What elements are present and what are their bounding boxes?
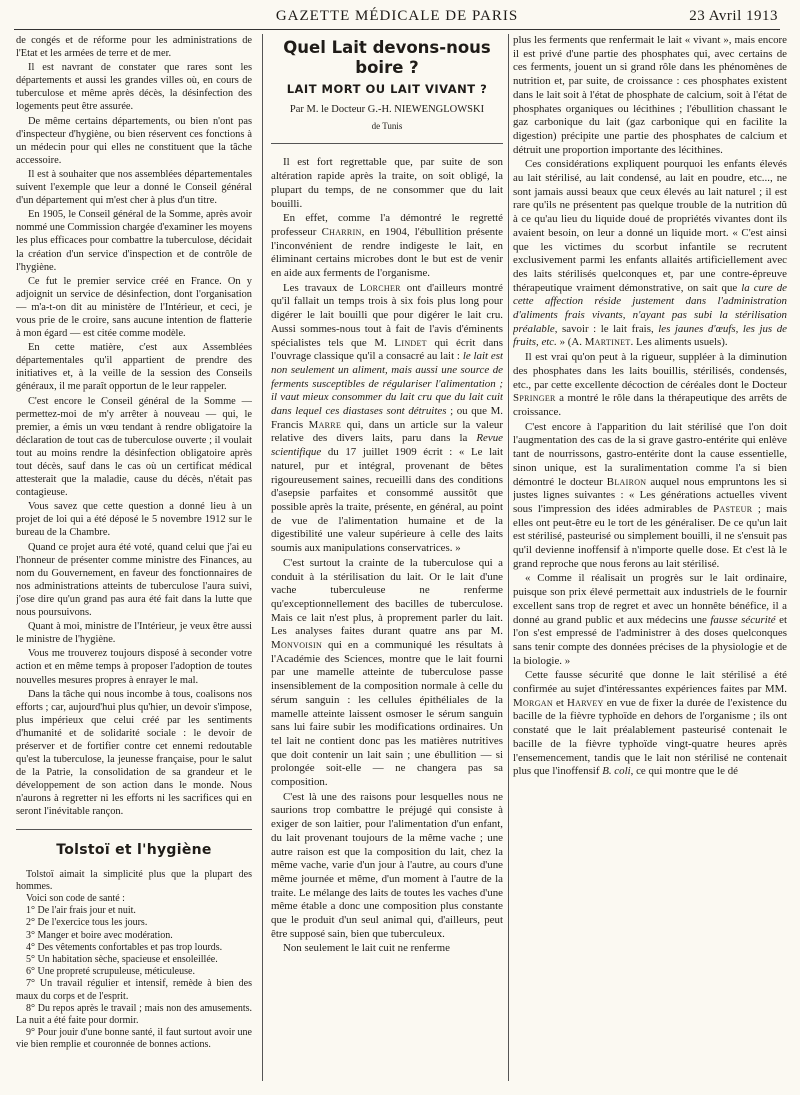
text-run: Il est vrai qu'on peut à la rigueur, suppléer à la diminution des phosphates dans les laits bouillis, stérilisés, condensés, etc., par cette excellente décoction de céréales dont le Docteur xyxy=(513,351,787,391)
running-header xyxy=(16,6,778,28)
code-item: 8° Du repos après le travail ; mais non des amusements. La nuit a été faite pour dormir. xyxy=(16,1002,252,1027)
article-author: Par M. le Docteur G.-H. NIEWENGLOWSKI xyxy=(289,103,485,115)
code-item: 2° De l'exercice tous les jours. xyxy=(26,917,148,929)
paragraph xyxy=(513,421,787,572)
header-rule xyxy=(14,29,780,30)
text-run: en vue de fixer la durée de l'existence du bacille de la fièvre typhoïde en dehors de l'organisme ; ils ont constaté que le lait préalablement pasteurisé contenait le bacille de la fièvre typhoïde vingt-quatre heures après l'ensemencement, tandis que le lait non stérilisé ne contenait plus que l'inoffensif xyxy=(513,696,787,778)
code-item: 1° De l'air frais jour et nuit. xyxy=(26,905,136,917)
text-run: C'est encore à l'apparition du lait stérilisé que l'on doit l'augmentation des cas de la si grave gastro-entérite qui enlève tant de nourrissons, gastro-entérite dont la cause essentielle, sinon unique, est la suralimentation comme l'a si bien démontré le docteur xyxy=(513,420,787,488)
author-name: Pasteur xyxy=(713,502,753,515)
text-run: « Comme il réalisait un progrès sur le lait ordinaire, puisque son prix élevé permettait aux industriels de le fournir excellent sans trop de regret et avec un honnête bénéfice, il a donné au grand public et aux médecins une xyxy=(513,572,787,626)
text-run: et xyxy=(552,696,567,709)
text-run: Cette fausse sécurité que donne le lait stérilisé a été confirmée au sujet d'intéressantes expériences faites par MM. xyxy=(513,669,787,696)
quote-italic: la cure de cette affection réside justement dans l'administration d'aliments frais vivants, n'ayant pas subi la stérilisation préalable xyxy=(513,281,787,335)
paragraph xyxy=(271,557,503,790)
article-title-block xyxy=(271,34,503,144)
author-name: Lorcher xyxy=(359,281,401,294)
text-run: du 17 juillet 1909 écrit : « Le lait naturel, pur et intégral, provenant de bêtes rigoureusement saines, recueilli dans des conditions d'asepsie parfaites et consommé aussitôt que possible après la traite, présente, en général, au point de vue de l'alimentation humaine et de la digestibilité une valeur supérieure à celle des laits soumis aux manipulations conservatrices. » xyxy=(271,446,503,555)
text-run: . Les aliments usuels). xyxy=(630,336,728,349)
tolstoi-section xyxy=(16,869,252,1052)
paragraph: Dans la tâche qui nous incombe à tous, coalisons nos efforts ; car, aujourd'hui plus qu'hier, un devoir s'impose, plus impérieux que celui créé par les sentiments d'humanité et de solidarité sociale : le devoir de préserver et de fortifier contre cet ennemi redoutable qu'est la tuberculose, la jeunesse française, pour le salut de la Patrie, la consolidation de sa grandeur et le développement de son action dans le monde. Nous n'aurons à regretter ni les efforts ni les sacrifices qui en seront l'inévitable rançon. xyxy=(16,688,252,818)
code-item: 5° Un habitation sèche, spacieuse et ensoleillée. xyxy=(26,954,218,966)
article-title: Quel Lait devons-nous boire ? xyxy=(283,38,491,77)
paragraph xyxy=(513,158,787,350)
text-run: ont d'ailleurs montré qu'il fallait un temps trois à six fois plus long pour digérer le lait bouilli que pour digérer le lait cru. Aussi sommes-nous tout à fait de l'avis d'éminents spécialistes tels que M. xyxy=(271,281,503,349)
code-item: 3° Manger et boire avec modération. xyxy=(26,929,173,941)
column-right xyxy=(513,34,787,1084)
paragraph: C'est là une des raisons pour lesquelles nous ne saurions trop combattre le préjugé qui consiste à exiger de son laitier, pour l'alimentation d'un enfant, du lait provenant toujours de la même vache ; une autre raison est que la composition du lait, chez la même vache, varie d'un jour à l'autre, au cours d'une même journée et même, d'un moment à l'autre de la traite. Le mélange des laits de toutes les vaches d'une même étable a donc une composition plus constante que le produit d'un seul animal qui, d'ailleurs, peut être supposé sain, bien que tuberculeux. xyxy=(271,790,503,940)
paragraph: En 1905, le Conseil général de la Somme, après avoir nommé une Commission chargée d'examiner les moyens les plus efficaces pour combattre la tuberculose, décidait la création d'un service d'inspection et de contrôle de l'hygiène. xyxy=(16,209,252,273)
text-run: C'est surtout la crainte de la tuberculose qui a conduit à la stérilisation du lait. Or le lait d'une vache tuberculeuse ne renferme qu'exceptionnellement des bacilles de tuberculose. Mais ce lait n'est plus, à proprement parler du lait. Les analyses faites durant quatre ans par M. xyxy=(271,556,503,638)
text-run: qui, dans un article sur la valeur relative des divers laits, paru dans la xyxy=(271,418,503,445)
article-subtitle: LAIT MORT OU LAIT VIVANT ? xyxy=(286,82,488,96)
paragraph: Il est navrant de constater que rares sont les départements et aussi les grandes villes où, en cours de tuberculose et même après décès, la désinfection des logements peut être assurée. xyxy=(16,62,252,113)
text-run: a montré le rôle dans la thérapeutique des arrêts de croissance. xyxy=(513,392,787,418)
column-divider-2 xyxy=(508,34,509,1081)
text-run: qui écrit dans l'ouvrage classique qu'il a consacré au lait : xyxy=(271,336,503,363)
text-run: , savoir : le lait frais, xyxy=(554,322,659,335)
paragraph xyxy=(513,351,787,420)
author-name: Harvey xyxy=(567,696,604,709)
text-run: ; ou que M. Francis xyxy=(271,405,503,431)
journal-name: Revue scientifique xyxy=(271,432,503,459)
paragraph xyxy=(513,669,787,779)
author-name: Morgan xyxy=(513,696,553,709)
text-run: » (A. xyxy=(556,336,585,349)
quote-italic: fausse sécurité xyxy=(710,613,776,626)
paragraph: Non seulement le lait cuit ne renferme xyxy=(283,942,450,955)
author-name: Springer xyxy=(513,392,556,405)
issue-date: 23 Avril 1913 xyxy=(689,8,778,24)
author-name: Martinet xyxy=(584,336,631,349)
paragraph xyxy=(271,212,503,281)
author-name: Monvoisin xyxy=(271,639,323,652)
paragraph xyxy=(271,282,503,556)
code-item: 6° Une propreté scrupuleuse, méticuleuse. xyxy=(26,966,195,978)
quote-italic: les jaunes d'œufs, les jus de fruits, etc. xyxy=(513,322,787,349)
tolstoi-intro: Tolstoï aimait la simplicité plus que la plupart des hommes. xyxy=(16,868,252,892)
paragraph: Vous me trouverez toujours disposé à seconder votre action et en même temps à proposer l'adoption de toutes nouvelles mesures propres à enrayer le mal. xyxy=(16,648,252,686)
code-item: 4° Des vêtements confortables et pas trop lourds. xyxy=(26,941,223,953)
text-run: , ce qui montre que le dé xyxy=(630,765,738,778)
quote-italic: le lait est non seulement un aliment, mais aussi une source de ferments susceptibles de régulariser l'alimentation ; il vaut mieux consommer du lait cru que du lait cuit dans lequel ces diastases sont détruites xyxy=(271,350,503,418)
author-name: Lindet xyxy=(394,336,427,349)
code-intro: Voici son code de santé : xyxy=(26,893,125,905)
paragraph: Il est à souhaiter que nos assemblées départementales suivent l'exemple que leur a donné le Conseil général d'un département qui m'est cher à plus d'un titre. xyxy=(16,168,252,207)
paragraph: Il est fort regrettable que, par suite de son altération rapide après la traite, on soit obligé, la plupart du temps, de ne consommer que du lait bouilli. xyxy=(271,156,503,210)
column-left xyxy=(16,34,252,1084)
tolstoi-heading: Tolstoï et l'hygiène xyxy=(56,841,212,858)
text-run: Les travaux de xyxy=(283,281,360,294)
column-divider-1 xyxy=(262,34,263,1081)
text-run: Ces considérations expliquent pourquoi les enfants élevés au lait stérilisé, au lait condensé, au lait en poudre, etc..., ne sont jamais aussi beaux que ceux élevés au lait naturel ; il est rare qu'ils ne présentent pas quelque trouble de la nutrition dû à ce qu'au lieu du liquide doué de propriétés vivantes dont ils avaient besoin, on leur a donné un liquide mort. « C'est ainsi que les victimes du scorbut infantile se recrutent exclusivement parmi les enfants allaités artificiellement avec des laits stérilisés quelconques et, par une contre-épreuve thérapeutique vraiment démonstrative, on sait que xyxy=(513,158,787,294)
author-name: Blairon xyxy=(606,475,647,488)
paragraph: C'est encore le Conseil général de la Somme — permettez-moi de m'y arrêter à nouveau — qui, le premier, a émis un vœu tendant à rendre obligatoire la déclaration de tout cas de tuberculose ouverte ; il voulait tout au moins rendre la désinfection obligatoire après tout décès, sauf dans le cas où un certificat médical attesterait que la maladie, cause du décès, n'était pas contagieuse. xyxy=(16,395,252,499)
gazette-title: GAZETTE MÉDICALE DE PARIS xyxy=(275,8,519,24)
column-middle xyxy=(271,34,503,1084)
text-run: et l'on s'est empressé de l'administrer à des doses quelconques sans tenir compte des données précises de la physiologie et de la biologie. » xyxy=(513,613,787,667)
paragraph: Vous savez que cette question a donné lieu à un projet de loi qui a été déposé le 5 novembre 1912 sur le bureau de la Chambre. xyxy=(16,501,252,539)
text-run: qui en a communiqué les résultats à l'Académie des Sciences, montre que le lait fourni par une mamelle atteinte de tuberculose passe insensiblement de la composition normale à celle du sérum sanguin : les cellules épithéliales de la mamelle atteinte laissent osmoser le sérum sanguin sans lui faire subir les modifications ordinaires. Un tel lait ne contient donc pas les matières nutritives que doit contenir un lait sain ; une ébullition — si prolongée soit-elle — ne changera pas sa composition. xyxy=(271,639,503,789)
author-name: Charrin xyxy=(321,225,362,238)
author-name: Marre xyxy=(308,418,342,431)
section-rule xyxy=(16,829,252,830)
text-run: En effet, comme l'a démontré le regretté professeur xyxy=(271,212,503,238)
paragraph: Ce fut le premier service créé en France. On y adjoignit un service de désinfection, dont l'organisation — m'a-t-on dit au ministère de l'Intérieur, et ceci, je vous prie de le croire, sans aucune intention de flatterie à mon égard — est citée comme modèle. xyxy=(16,275,252,340)
text-run: ; mais elles ont peut-être eu le tort de les généraliser. De ce qu'un lait est stérilisé, pasteurisé ou simplement bouilli, il ne s'ensuit pas qu'il devienne inoffensif à n'importe quelle dose. Et c'est là le grand reproche que nous ferons au lait stérilisé. xyxy=(513,502,787,570)
text-run: , en 1904, l'ébullition présente l'inconvénient de rendre indigeste le lait, en éliminant certains microbes dont le but est de venir en aide aux ferments de l'organisme. xyxy=(271,225,503,280)
article-location: de Tunis xyxy=(371,120,403,131)
paragraph xyxy=(513,572,787,668)
paragraph: En cette matière, c'est aux Assemblées départementales qu'il appartient de prendre des initiatives et, à la veille de la session des Conseils généraux, il me paraît opportun de le leur rappeler. xyxy=(16,342,252,393)
paragraph: De même certains départements, ou bien n'ont pas d'inspecteur d'hygiène, ou bien réservent ces fonctions à un médecin pour qui elles ne constituent que la tâche accessoire. xyxy=(16,115,252,166)
code-item: 7° Un travail régulier et intensif, remède à bien des maux du corps et de l'esprit. xyxy=(16,978,252,1002)
paragraph: plus les ferments que renfermait le lait « vivant », mais encore il est privé d'une partie des phosphates qui, avec certains de ces ferments, jouent un si grand rôle dans les phénomènes de nutrition et, par suite, de croissance : ces phosphates existent dans le lait soit à l'état de phosphate de calcium, soit à l'état de phosphates organiques ou lécithines ; l'ébullition chassant le gaz carbonique du lait (gaz carbonique qui en facilite la digestion) précipite une partie des phosphates de calcium et détruit une proportion importante des lécithines. xyxy=(513,34,787,156)
text-run: auquel nous empruntons les si justes lignes suivantes : « Les générations actuelles vivent sous l'impression des idées admirables de xyxy=(513,475,787,515)
paragraph: Quand ce projet aura été voté, quand celui que j'ai eu l'honneur de présenter comme ministre des Finances, au nom du Gouvernement, en faveur des fonctionnaires de nos administrations atteints de tuberculose l'aura suivi, j'ose dire qu'un grand pas aura été fait dans la lutte que nous poursuivons. xyxy=(16,541,252,619)
paragraph: de congés et de réforme pour les administrations de l'Etat et les armées de terre et de mer. xyxy=(16,35,252,60)
code-item: 9° Pour jouir d'une bonne santé, il faut surtout avoir une vie bien remplie et couronnée de bonnes actions. xyxy=(16,1027,252,1051)
quote-italic: B. coli xyxy=(602,765,631,778)
paragraph: Quant à moi, ministre de l'Intérieur, je veux être aussi le ministre de l'hygiène. xyxy=(16,621,252,646)
